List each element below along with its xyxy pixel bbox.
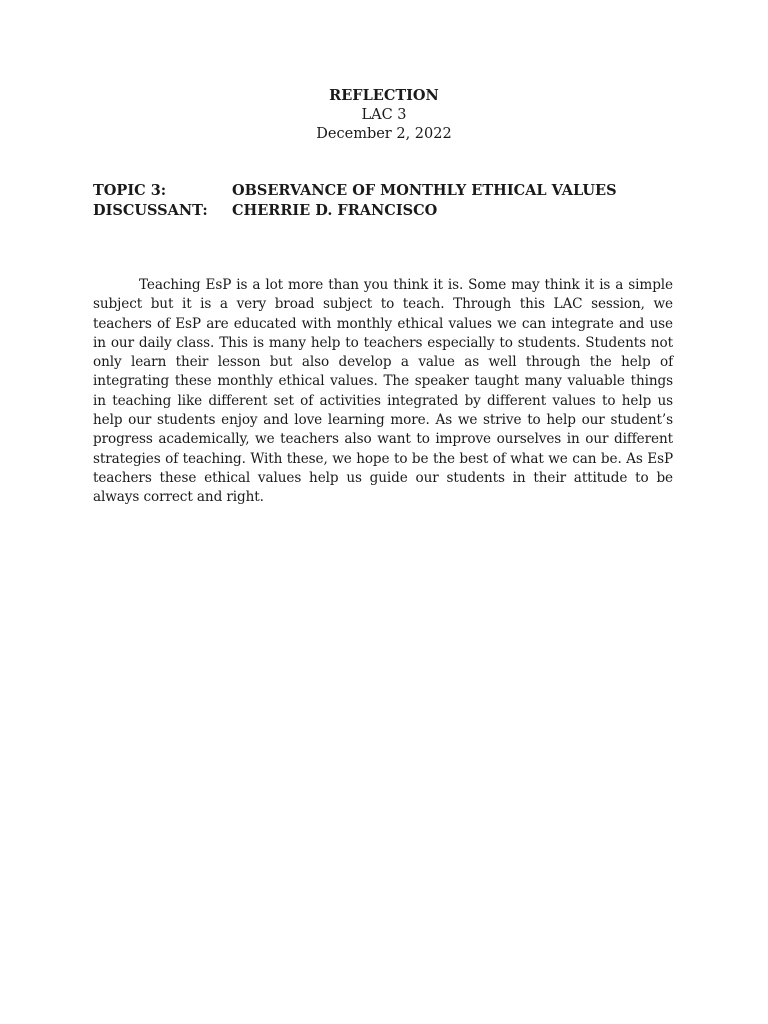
topic-row bbox=[93, 181, 693, 201]
document-header bbox=[0, 86, 768, 145]
topic-value: OBSERVANCE OF MONTHLY ETHICAL VALUES bbox=[232, 182, 617, 199]
document-date: December 2, 2022 bbox=[316, 126, 452, 142]
discussant-value: CHERRIE D. FRANCISCO bbox=[232, 202, 438, 219]
session-label: LAC 3 bbox=[361, 106, 407, 123]
discussant-label: DISCUSSANT: bbox=[93, 202, 208, 219]
discussant-row bbox=[93, 201, 693, 221]
topic-label: TOPIC 3: bbox=[93, 182, 167, 199]
document-meta bbox=[93, 181, 693, 221]
reflection-paragraph: Teaching EsP is a lot more than you think it is. Some may think it is a simple subject but it is a very broad subject to teach. Through this LAC session, we teachers of EsP are educated with monthly ethical values we can integrate and use in our daily class. This is many help to teachers especially to students. Students not only learn their lesson but also develop a value as well through the help of integrating these monthly ethical values. The speaker taught many valuable things in teaching like different set of activities integrated by different values to help us help our students enjoy and love learning more. As we strive to help our student’s progress academically, we teachers also want to improve ourselves in our different strategies of teaching. With these, we hope to be the best of what we can be. As EsP teachers these ethical values help us guide our students in their attitude to be always correct and right. bbox=[93, 277, 673, 506]
document-title: REFLECTION bbox=[329, 87, 439, 104]
